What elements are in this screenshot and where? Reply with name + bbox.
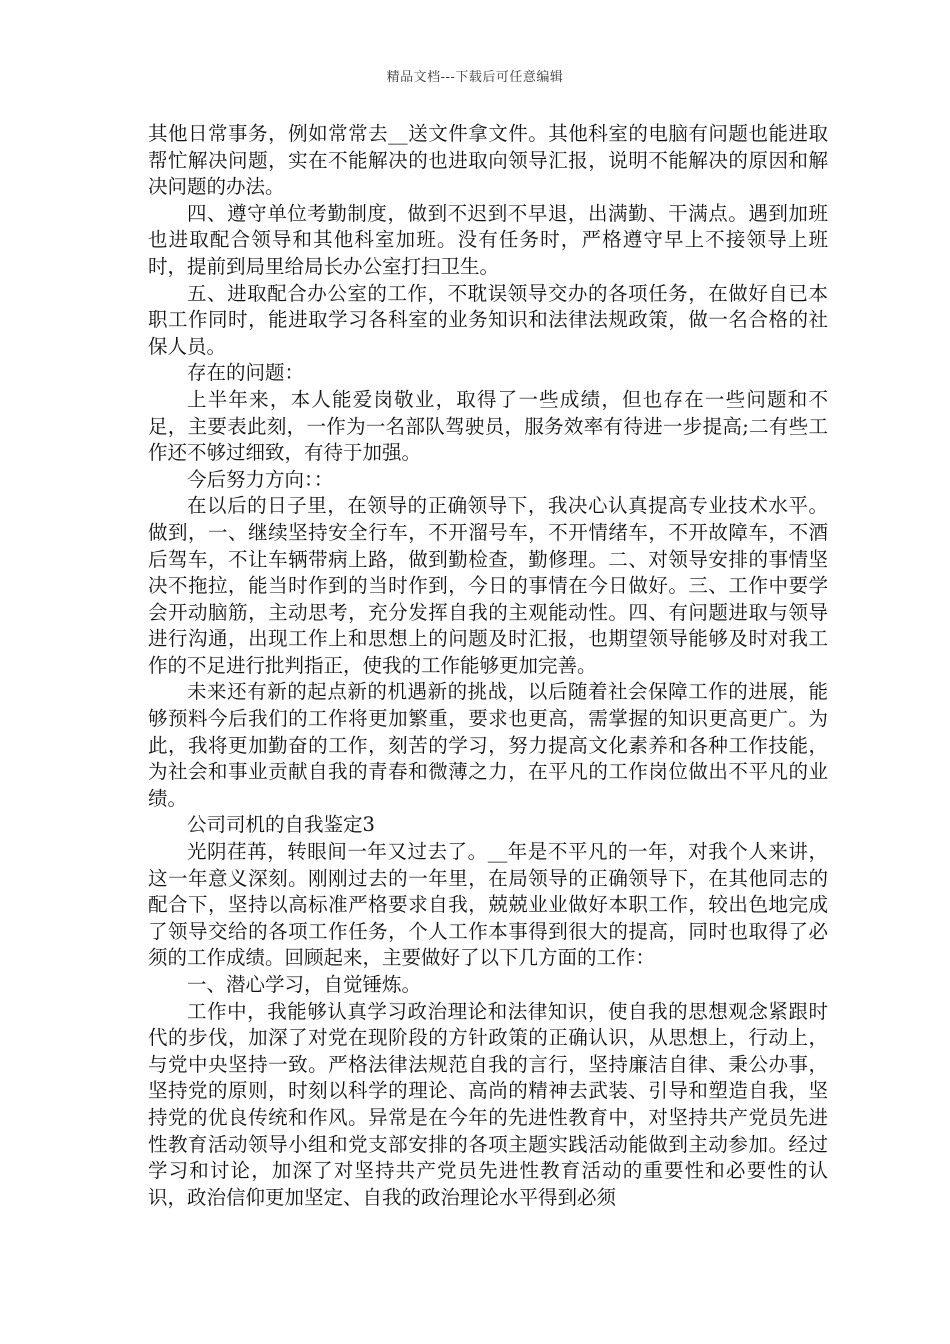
paragraph: 在以后的日子里，在领导的正确领导下，我决心认真提高专业技术水平。做到，一、继续坚持安全行车，不开溜号车，不开情绪车，不开故障车，不酒后驾车，不让车辆带病上路，做到勤检查，勤修理。二、对领导安排的事情坚决不拖拉，能当时作到的当时作到，今日的事情在今日做好。三、工作中要学会开动脑筋，主动思考，充分发挥自我的主观能动性。四、有问题进取与领导进行沟通，出现工作上和思想上的问题及时汇报，也期望领导能够及时对我工作的不足进行批判指正，使我的工作能够更加完善。 xyxy=(148,494,828,677)
paragraph: 未来还有新的起点新的机遇新的挑战，以后随着社会保障工作的进展，能够预料今后我们的工作将更加繁重，要求也更高，需掌握的知识更高更广。为此，我将更加勤奋的工作，刻苦的学习，努力提高文化素养和各种工作技能，为社会和事业贡献自我的青春和微薄之力，在平凡的工作岗位做出不平凡的业绩。 xyxy=(148,680,828,810)
page-header: 精品文档---下载后可任意编辑 xyxy=(386,70,564,85)
section-heading: 公司司机的自我鉴定3 xyxy=(187,813,375,837)
section-heading: 今后努力方向：： xyxy=(187,467,334,491)
paragraph: 其他日常事务，例如常常去__送文件拿文件。其他科室的电脑有问题也能进取帮忙解决问题，实在不能解决的也进取向领导汇报，说明不能解决的原因和解决问题的办法。 xyxy=(148,122,828,199)
paragraph: 五、进取配合办公室的工作，不耽误领导交办的各项任务，在做好自已本职工作同时，能进取学习各科室的业务知识和法律法规政策，做一名合格的社保人员。 xyxy=(148,281,828,358)
section-heading: 存在的问题： xyxy=(187,361,305,385)
paragraph: 工作中，我能够认真学习政治理论和法律知识，使自我的思想观念紧跟时代的步伐，加深了对党在现阶段的方针政策的正确认识，从思想上，行动上，与党中央坚持一致。严格法律法规范自我的言行，坚持廉洁自律、秉公办事，坚持党的原则，时刻以科学的理论、高尚的精神去武装、引导和塑造自我，坚持党的优良传统和作风。异常是在今年的先进性教育中，对坚持共产党员先进性教育活动领导小组和党支部安排的各项主题实践活动能做到主动参加。经过学习和讨论，加深了对坚持共产党员先进性教育活动的重要性和必要性的认识，政治信仰更加坚定、自我的政治理论水平得到必须 xyxy=(148,999,828,1209)
paragraph: 上半年来，本人能爱岗敬业，取得了一些成绩，但也存在一些问题和不足，主要表此刻，一作为一名部队驾驶员，服务效率有待进一步提高;二有些工作还不够过细致，有待于加强。 xyxy=(148,387,828,465)
document-body xyxy=(148,121,828,1211)
section-heading: 一、潜心学习，自觉锤炼。 xyxy=(187,973,422,996)
paragraph: 光阴荏苒，转眼间一年又过去了。__年是不平凡的一年，对我个人来讲，这一年意义深刻。刚刚过去的一年里，在局领导的正确领导下，在其他同志的配合下，坚持以高标准严格要求自我，兢兢业业做好本职工作，较出色地完成了领导交给的各项工作任务，个人工作本事得到很大的提高，同时也取得了必须的工作成绩。回顾起来，主要做好了以下几方面的工作： xyxy=(148,840,828,970)
paragraph: 四、遵守单位考勤制度，做到不迟到不早退，出满勤、干满点。遇到加班也进取配合领导和其他科室加班。没有任务时，严格遵守早上不接领导上班时，提前到局里给局长办公室打扫卫生。 xyxy=(148,201,828,278)
